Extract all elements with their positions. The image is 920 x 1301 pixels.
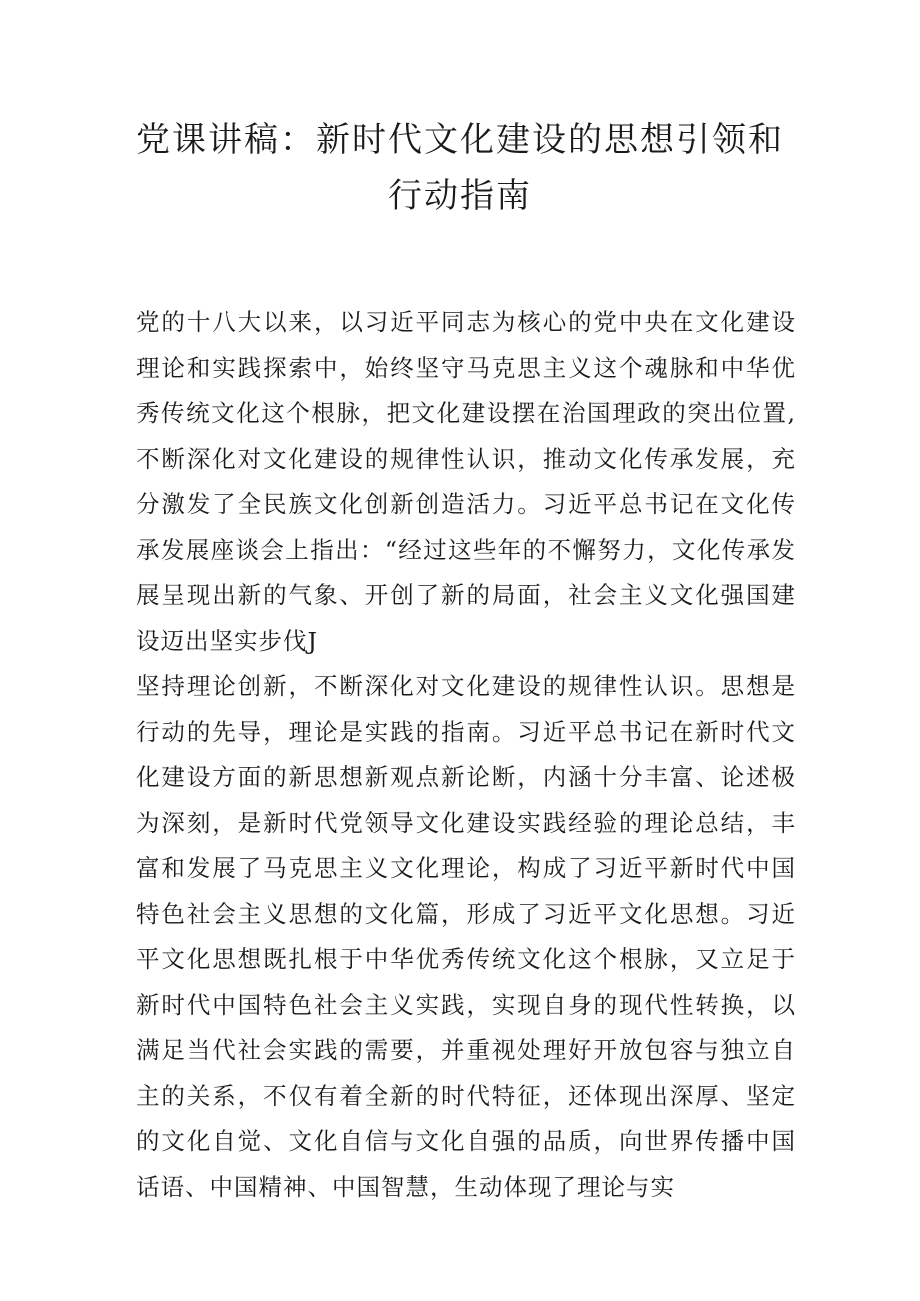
paragraph-2: 坚持理论创新，不断深化对文化建设的规律性认识。思想是行动的先导，理论是实践的指南。习近平总书记在新时代文化建设方面的新思想新观点新论断，内涵十分丰富、论述极为深刻，是新时代党领导文化建设实践经验的理论总结，丰富和发展了马克思主义文化理论，构成了习近平新时代中国特色社会主义思想的文化篇，形成了习近平文化思想。习近平文化思想既扎根于中华优秀传统文化这个根脉，又立足于新时代中国特色社会主义实践，实现自身的现代性转换，以满足当代社会实践的需要，并重视处理好开放包容与独立自主的关系，不仅有着全新的时代特征，还体现出深厚、坚定的文化自觉、文化自信与文化自强的品质，向世界传播中国话语、中国精神、中国智慧，生动体现了理论与实 <box>136 672 796 1201</box>
document-body <box>136 300 796 1210</box>
paragraph-1: 党的十八大以来，以习近平同志为核心的党中央在文化建设理论和实践探索中，始终坚守马克思主义这个魂脉和中华优秀传统文化这个根脉，把文化建设摆在治国理政的突出位置,不断深化对文化建设的规律性认识，推动文化传承发展，充分激发了全民族文化创新创造活力。习近平总书记在文化传承发展座谈会上指出：“经过这些年的不懈努力，文化传承发展呈现出新的气象、开创了新的局面，社会主义文化强国建设迈出坚实步伐J <box>136 308 796 655</box>
document-title: 党课讲稿：新时代文化建设的思想引领和行动指南 <box>136 120 784 216</box>
